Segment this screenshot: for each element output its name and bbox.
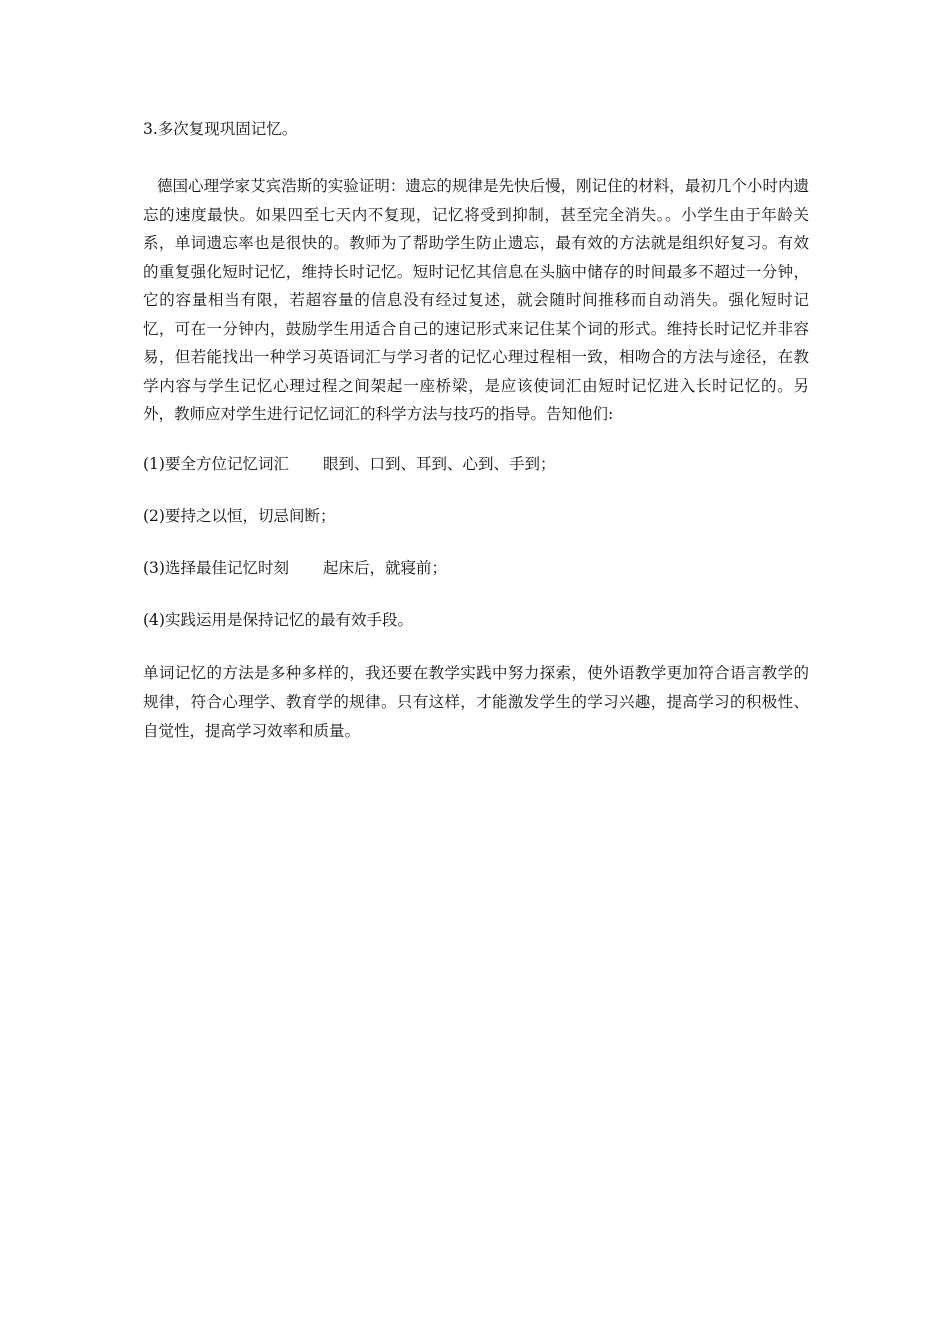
list-item (143, 451, 809, 477)
conclusion-paragraph: 单词记忆的方法是多种多样的，我还要在教学实践中努力探索，使外语教学更加符合语言教学的规律，符合心理学、教育学的规律。只有这样，才能激发学生的学习兴趣，提高学习的积极性、自觉性，提高学习效率和质量。 (143, 663, 809, 740)
list-item-label: (3)选择最佳记忆时刻 (143, 558, 289, 577)
list-item-detail: 起床后，就寝前； (322, 558, 447, 577)
list-item (143, 503, 809, 529)
document-body (143, 116, 809, 746)
section-heading: 3.多次复现巩固记忆。 (143, 120, 298, 138)
body-paragraph: 德国心理学家艾宾浩斯的实验证明：遗忘的规律是先快后慢，刚记住的材料，最初几个小时内遗忘的速度最快。如果四至七天内不复现，记忆将受到抑制，甚至完全消失。。小学生由于年龄关系，单词遗忘率也是很快的。教师为了帮助学生防止遗忘，最有效的方法就是组织好复习。有效的重复强化短时记忆，维持长时记忆。短时记忆其信息在头脑中储存的时间最多不超过一分钟，它的容量相当有限，若超容量的信息没有经过复述，就会随时间推移而自动消失。强化短时记忆，可在一分钟内，鼓励学生用适合自己的速记形式来记住某个词的形式。维持长时记忆并非容易，但若能找出一种学习英语词汇与学习者的记忆心理过程相一致，相吻合的方法与途径，在教学内容与学生记忆心理过程之间架起一座桥梁，是应该使词汇由短时记忆进入长时记忆的。另外，教师应对学生进行记忆词汇的科学方法与技巧的指导。告知他们: (143, 177, 809, 423)
list-item (143, 555, 809, 581)
list-item-label: (1)要全方位记忆词汇 (143, 454, 289, 473)
tips-list (143, 451, 809, 633)
list-item-detail: 眼到、口到、耳到、心到、手到； (322, 454, 556, 473)
list-item-label: (4)实践运用是保持记忆的最有效手段。 (143, 610, 413, 629)
list-item (143, 607, 809, 633)
list-item-label: (2)要持之以恒，切忌间断； (143, 506, 336, 525)
